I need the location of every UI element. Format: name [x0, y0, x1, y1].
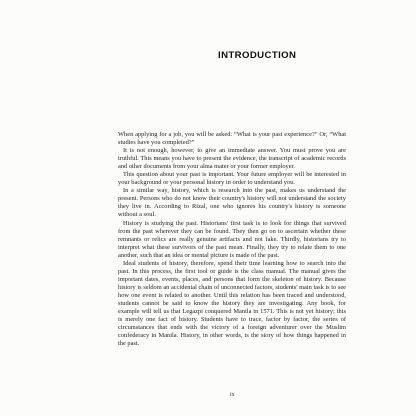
- paragraph: This question about your past is important. Your future employer will be interested in your background or your personal history in order to understand you.: [118, 171, 346, 187]
- paragraph: When applying for a job, you will be asked: “What is your past experience?” Or, “What studies have you completed?”: [118, 131, 346, 147]
- page-title: INTRODUCTION: [218, 50, 297, 61]
- page-number: ix: [230, 392, 235, 398]
- paragraph: In a similar way, history, which is research into the past, makes us understand the present. Persons who do not know their country's history will not understand the society they live in. According to Rizal, one who ignores his country's history is someone without a soul.: [118, 187, 346, 219]
- paragraph: It is not enough, however, to give an immediate answer. You must prove you are truthful. This means you have to present the evidence, the transcript of academic records and other documents from your alma mater or your former employer.: [118, 147, 346, 171]
- body-text: [118, 131, 346, 348]
- paragraph: History is studying the past. Historians' first task is to look for things that survived from the past wherever they can be found. They then go on to ascertain whether these remnants or relics are really genuine artifacts and not fake. Thirdly, historians try to interpret what these survivors of the past mean. Finally, they try to relate them to one another, such that an idea or mental picture is made of the past.: [118, 219, 346, 259]
- paragraph: Ideal students of history, therefore, spend their time learning how to search into the past. In this process, the first tool or guide is the class manual. The manual gives the important dates, events, places, and persons that form the skeleton of history. Because history is seldom an accidental chain of unconnected factors, students' main task is to see how one event is related to another. Until this relation has been traced and understood, students cannot be said to know the history they are investigating. Any book, for example will tell us that Legazpi conquered Manila in 1571. This is not yet history; this is merely one fact of history. Students have to trace, factor by factor, the series of circumstances that ends with the victory of a foreign adventurer over the Muslim confederacy in Manila. History, in other words, is the story of how things happened in the past.: [118, 259, 346, 348]
